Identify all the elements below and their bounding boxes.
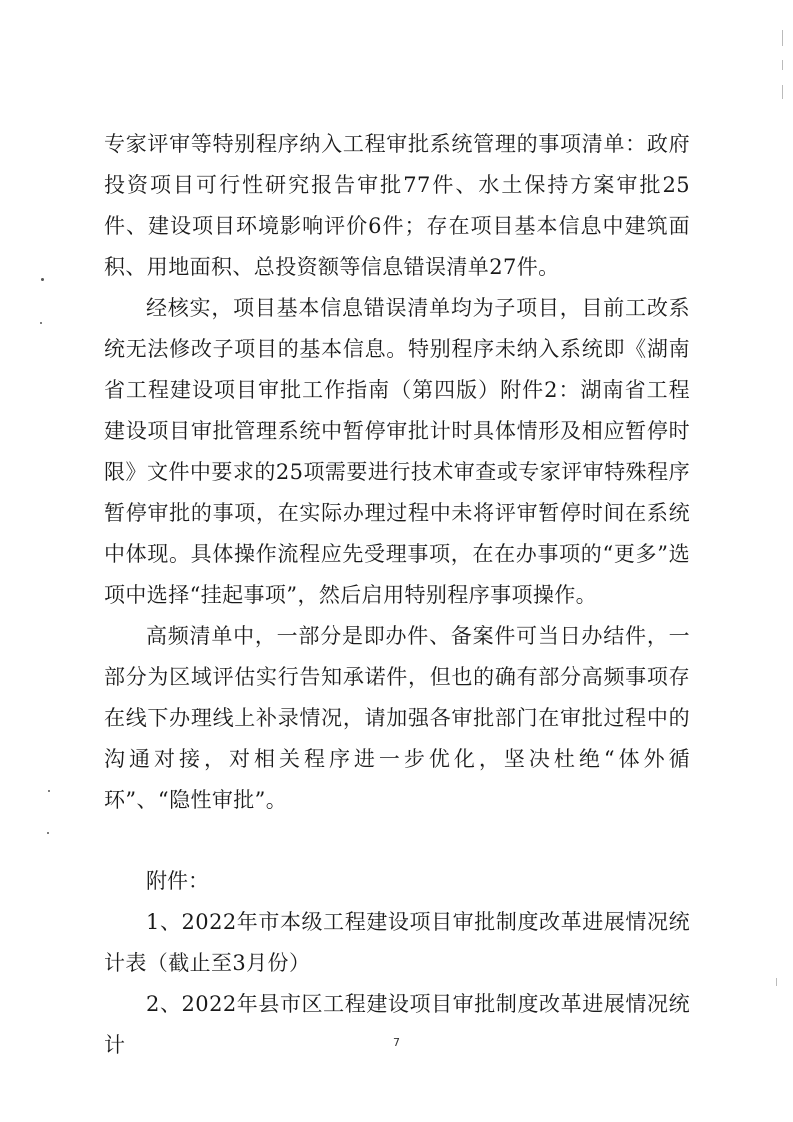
scan-speck <box>47 832 49 834</box>
scan-edge-mark <box>776 978 777 986</box>
attachment-item-1: 1、2022年市本级工程建设项目审批制度改革进展情况统计表（截止至3月份） <box>104 910 690 975</box>
scan-edge-mark <box>782 85 783 99</box>
paragraph-2: 经核实，项目基本信息错误清单均为子项目，目前工改系统无法修改子项目的基本信息。特别程序未纳入系统即《湖南省工程建设项目审批工作指南（第四版）附件2：湖南省工程建设项目审批管理系统中暂停审批计时具体情形及相应暂停时限》文件中要求的25项需要进行技术审查或专家评审特殊程序暂停审批的事项，在实际办理过程中未将评审暂停时间在系统中体现。具体操作流程应先受理事项，在在办事项的“更多”选项中选择“挂起事项”，然后启用特别程序事项操作。 <box>104 296 690 607</box>
scan-speck <box>40 322 42 324</box>
scan-speck <box>41 278 44 281</box>
paragraph-3: 高频清单中，一部分是即办件、备案件可当日办结件，一部分为区域评估实行告知承诺件，但也的确有部分高频事项存在线下办理线上补录情况，请加强各审批部门在审批过程中的沟通对接，对相关程序进一步优化，坚决杜绝“体外循环”、“隐性审批”。 <box>104 624 690 812</box>
page-number: 7 <box>393 1036 400 1049</box>
paragraph-1: 专家评审等特别程序纳入工程审批系统管理的事项清单：政府投资项目可行性研究报告审批77件、水土保持方案审批25件、建设项目环境影响评价6件；存在项目基本信息中建筑面积、用地面积、总投资额等信息错误清单27件。 <box>104 132 690 279</box>
document-body <box>104 124 690 1066</box>
scan-edge-mark <box>782 60 783 70</box>
spacer <box>104 821 690 861</box>
attachments-label: 附件： <box>146 869 209 893</box>
scan-edge-mark <box>782 30 783 46</box>
attachment-item-2: 2、2022年县市区工程建设项目审批制度改革进展情况统计 <box>104 992 690 1057</box>
scan-speck <box>48 790 50 792</box>
